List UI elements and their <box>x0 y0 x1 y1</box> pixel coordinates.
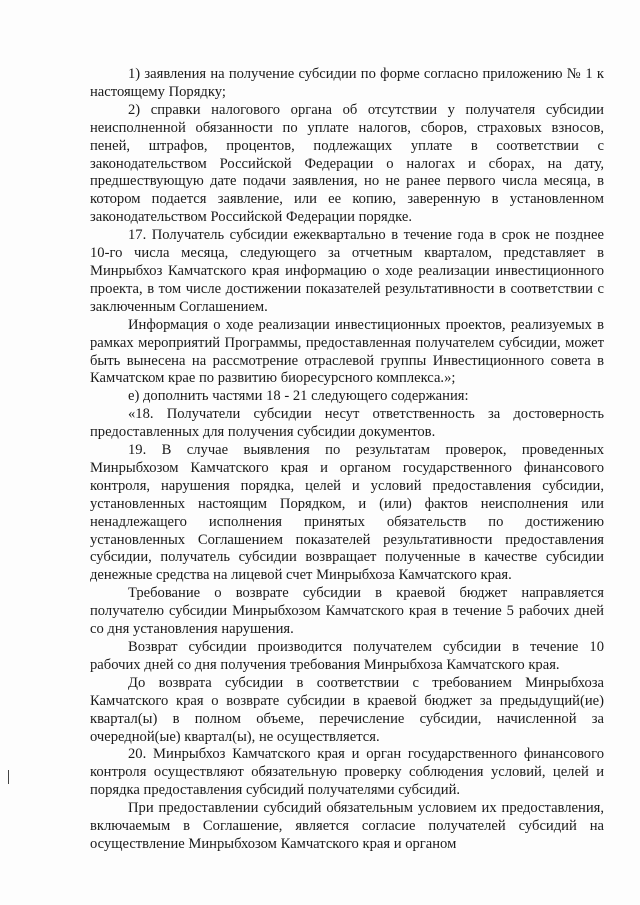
paragraph-return-term: Возврат субсидии производится получателем субсидии в течение 10 рабочих дней со дня получения требования Минрыбхоза Камчатского края. <box>90 639 604 673</box>
paragraph-clause-19: 19. В случае выявления по результатам проверок, проведенных Минрыбхозом Камчатского края и органом государственного финансового контроля, нарушения порядка, целей и условий предоставления субсидии, установленных настоящим Порядком, и (или) фактов неисполнения или ненадлежащего исполнения принятых обязательств по достижению установленных Соглашением показателей результативности предоставления субсидии, получатель субсидии возвращает полученные в качестве субсидии денежные средства на лицевой счет Минрыбхоза Камчатского края. <box>90 442 604 584</box>
scan-margin-mark <box>8 770 9 784</box>
paragraph-clause-17: 17. Получатель субсидии ежеквартально в течение года в срок не позднее 10-го числа месяца, следующего за отчетным кварталом, представляет в Минрыбхоз Камчатского края информацию о ходе реализации инвестиционного проекта, в том числе достижении показателей результативности в соответствии с заключенным Соглашением. <box>90 227 604 315</box>
paragraph-clause-20: 20. Минрыбхоз Камчатского края и орган государственного финансового контроля осуществляют обязательную проверку соблюдения условий, целей и порядка предоставления субсидий получателями субсидий. <box>90 746 604 799</box>
paragraph-amendment-e: е) дополнить частями 18 - 21 следующего содержания: <box>128 388 469 405</box>
paragraph-before-return: До возврата субсидии в соответствии с требованием Минрыбхоза Камчатского края о возврате субсидии в краевой бюджет за предыдущий(ие) квартал(ы) в полном объеме, перечисление субсидии, начисленной за очередной(ые) квартал(ы), не осуществляется. <box>90 674 604 745</box>
paragraph-item-1: 1) заявления на получение субсидии по форме согласно приложению № 1 к настоящему Порядку; <box>90 66 604 100</box>
paragraph-return-request: Требование о возврате субсидии в краевой бюджет направляется получателю субсидии Минрыбхозом Камчатского края в течение 5 рабочих дней со дня установления нарушения. <box>90 585 604 638</box>
paragraph-item-2: 2) справки налогового органа об отсутствии у получателя субсидии неисполненной обязанности по уплате налогов, сборов, страховых взносов, пеней, штрафов, процентов, подлежащих уплате в соответствии с законодательством Российской Федерации о налогах и сборах, на дату, предшествующую дате подачи заявления, но не ранее первого числа месяца, в котором подается заявление, или ее копию, заверенную в установленном законодательством Российской Федерации порядке. <box>90 101 604 226</box>
paragraph-investment-info: Информация о ходе реализации инвестиционных проектов, реализуемых в рамках мероприятий Программы, предоставленная получателем субсидии, может быть вынесена на рассмотрение отраслевой группы Инвестиционного совета в Камчатском крае по развитию биоресурсного комплекса.»; <box>90 316 604 387</box>
paragraph-consent: При предоставлении субсидий обязательным условием их предоставления, включаемым в Соглашение, является согласие получателей субсидий на осуществление Минрыбхозом Камчатского края и органом <box>90 800 604 852</box>
paragraph-clause-18: «18. Получатели субсидии несут ответственность за достоверность предоставленных для получения субсидии документов. <box>90 406 604 441</box>
document-body <box>90 66 604 854</box>
